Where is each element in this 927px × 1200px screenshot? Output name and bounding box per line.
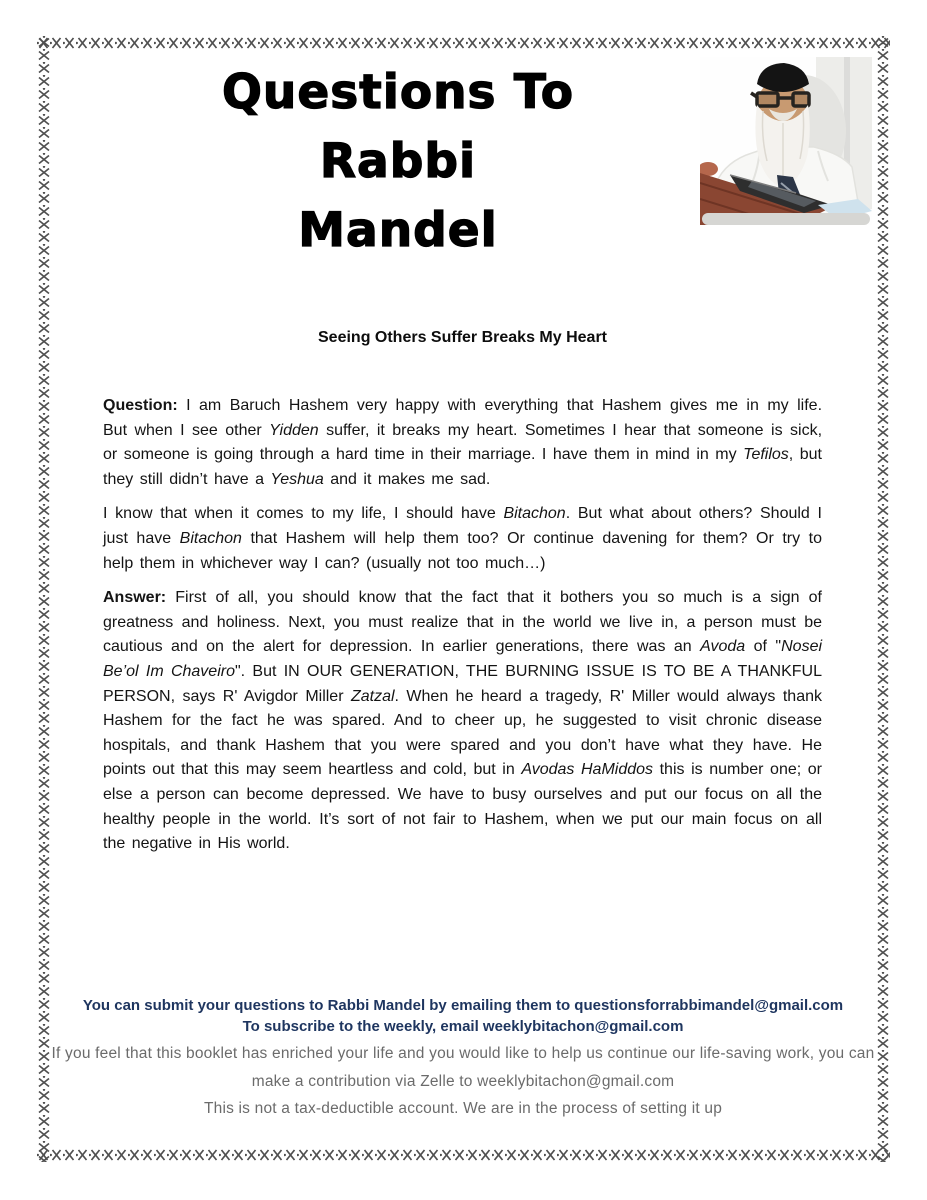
text-segment: that Hashem will help them too? Or continue davening for them? Or try to help them in whichever way I can? (usually not too much…) [103, 529, 823, 572]
text-segment: Zatzal [350, 687, 395, 705]
cross-stitch-border-bottom [37, 1148, 890, 1162]
text-segment: suffer, it breaks my heart. Sometimes I hear that someone is sick, or someone is going through a hard time in their marriage. I have them in mind in my [103, 421, 823, 464]
text-segment: . But what about others? Should I just have [103, 505, 822, 547]
rabbi-photo [700, 57, 872, 225]
text-segment: Tefilos [743, 446, 789, 464]
article-body [103, 394, 822, 867]
page-title-line-3: Mandel [298, 203, 498, 258]
page-title [103, 58, 693, 265]
text-segment: , but they still didn’t have a [103, 446, 822, 488]
text-segment: Question: [103, 397, 187, 414]
text-segment: Nosei Be’ol Im Chaveiro [103, 638, 823, 680]
text-segment: . When he heard a tragedy, R' Miller would always thank Hashem for the fact he was spared. And to cheer up, he suggested to visit chronic disease hospitals, and thank Hashem that you were spared and you don’t have what they have. He points out that this may seem heartless and cold, but in [103, 687, 822, 779]
question-paragraph-2 [103, 502, 822, 576]
text-segment: Answer: [103, 589, 176, 607]
footer-submit-line: You can submit your questions to Rabbi Mandel by emailing them to questionsforrabbimandel@gmail.com [82, 997, 844, 1014]
text-segment: Yidden [269, 421, 319, 439]
footer-subscribe-line: To subscribe to the weekly, email weeklybitachon@gmail.com [242, 1018, 684, 1035]
page-title-line-2: Rabbi [319, 134, 477, 189]
text-segment: I am Baruch Hashem very happy with everything that Hashem gives me in my life. But when I see other [103, 397, 823, 439]
text-segment: of " [745, 638, 782, 656]
footer-donation-block [48, 1040, 878, 1123]
question-paragraph [103, 394, 822, 492]
page-title-line-1: Questions To [221, 65, 575, 120]
text-segment: Avodas HaMiddos [521, 761, 654, 779]
cross-stitch-border-right [876, 36, 890, 1162]
cross-stitch-border-left [37, 36, 51, 1162]
footer-contact-block [48, 995, 878, 1037]
text-segment: I know that when it comes to my life, I should have [103, 505, 504, 523]
text-segment: First of all, you should know that the fact that it bothers you so much is a sign of greatness and holiness. Next, you must realize that in the world we live in, a person must be cautious and on the alert for depression. In earlier generations, there was an [103, 589, 822, 656]
answer-paragraph [103, 586, 822, 857]
text-segment: and it makes me sad. [323, 470, 491, 488]
text-segment: this is number one; or else a person can become depressed. We have to busy ourselves and put our focus on all the healthy people in the world. It’s sort of not fair to Hashem, when we put our main focus on all the negative in His world. [103, 761, 822, 853]
text-segment: Avoda [700, 638, 746, 656]
cross-stitch-border-top [37, 36, 890, 50]
text-segment: Bitachon [503, 505, 566, 523]
footer-tax-line: This is not a tax-deductible account. We are in the process of setting it up [203, 1100, 723, 1117]
footer-contribution-line: If you feel that this booklet has enriched your life and you would like to help us continue our life-saving work, you can make a contribution via Zelle to weeklybitachon@gmail.com [51, 1045, 875, 1090]
text-segment: ". But IN OUR GENERATION, THE BURNING ISSUE IS TO BE A THANKFUL PERSON, says R' Avigdor Miller [103, 662, 822, 705]
text-segment: Yeshua [270, 470, 324, 488]
article-subtitle: Seeing Others Suffer Breaks My Heart [318, 329, 607, 346]
text-segment: Bitachon [179, 529, 242, 547]
